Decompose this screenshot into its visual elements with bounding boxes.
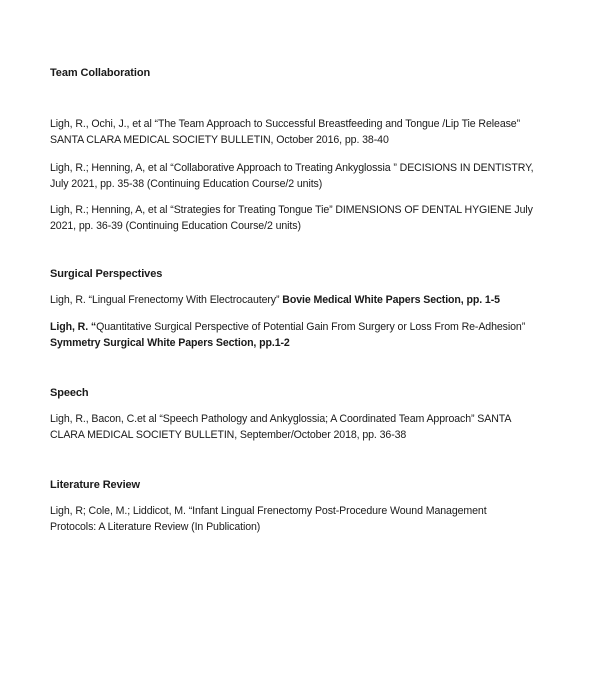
- reference-entry: [50, 116, 560, 148]
- reference-line: Protocols: A Literature Review (In Publication): [50, 521, 261, 533]
- section-heading-literature-review: Literature Review: [50, 479, 141, 491]
- reference-line: SANTA CLARA MEDICAL SOCIETY BULLETIN, October 2016, pp. 38-40: [50, 134, 389, 146]
- reference-line: Ligh, R., Bacon, C.et al “Speech Pathology and Ankyglossia; A Coordinated Team Approach” SANTA: [50, 413, 512, 425]
- reference-line: Ligh, R.; Henning, A, et al “Collaborative Approach to Treating Ankyglossia ” DECISIONS IN DENTISTRY,: [50, 162, 534, 174]
- reference-text: Ligh, R. “Lingual Frenectomy With Electrocautery”: [50, 294, 283, 306]
- reference-line: [50, 319, 560, 335]
- reference-entry: [50, 503, 560, 535]
- reference-author: Ligh, R. “: [50, 321, 97, 333]
- reference-source: Symmetry Surgical White Papers Section, pp.1-2: [50, 337, 290, 349]
- section-heading-surgical-perspectives: Surgical Perspectives: [50, 268, 163, 280]
- reference-line: [50, 292, 560, 308]
- reference-text: Quantitative Surgical Perspective of Potential Gain From Surgery or Loss From Re-Adhesion”: [96, 321, 526, 333]
- reference-entry: [50, 292, 560, 308]
- reference-line: Ligh, R., Ochi, J., et al “The Team Approach to Successful Breastfeeding and Tongue /Lip Tie Release”: [50, 118, 521, 130]
- reference-line: CLARA MEDICAL SOCIETY BULLETIN, September/October 2018, pp. 36-38: [50, 429, 407, 441]
- reference-entry: [50, 160, 560, 192]
- section-heading-speech: Speech: [50, 387, 89, 399]
- reference-entry: [50, 319, 560, 351]
- reference-line: July 2021, pp. 35-38 (Continuing Education Course/2 units): [50, 178, 323, 190]
- reference-entry: [50, 411, 560, 443]
- reference-entry: [50, 202, 560, 234]
- reference-line: Ligh, R.; Henning, A, et al “Strategies for Treating Tongue Tie” DIMENSIONS OF DENTAL HYGIENE July: [50, 204, 533, 216]
- reference-line: 2021, pp. 36-39 (Continuing Education Course/2 units): [50, 220, 301, 232]
- reference-source: Bovie Medical White Papers Section, pp. 1-5: [282, 294, 500, 306]
- reference-line: Ligh, R; Cole, M.; Liddicot, M. “Infant Lingual Frenectomy Post-Procedure Wound Management: [50, 505, 487, 517]
- section-heading-team-collaboration: Team Collaboration: [50, 67, 151, 79]
